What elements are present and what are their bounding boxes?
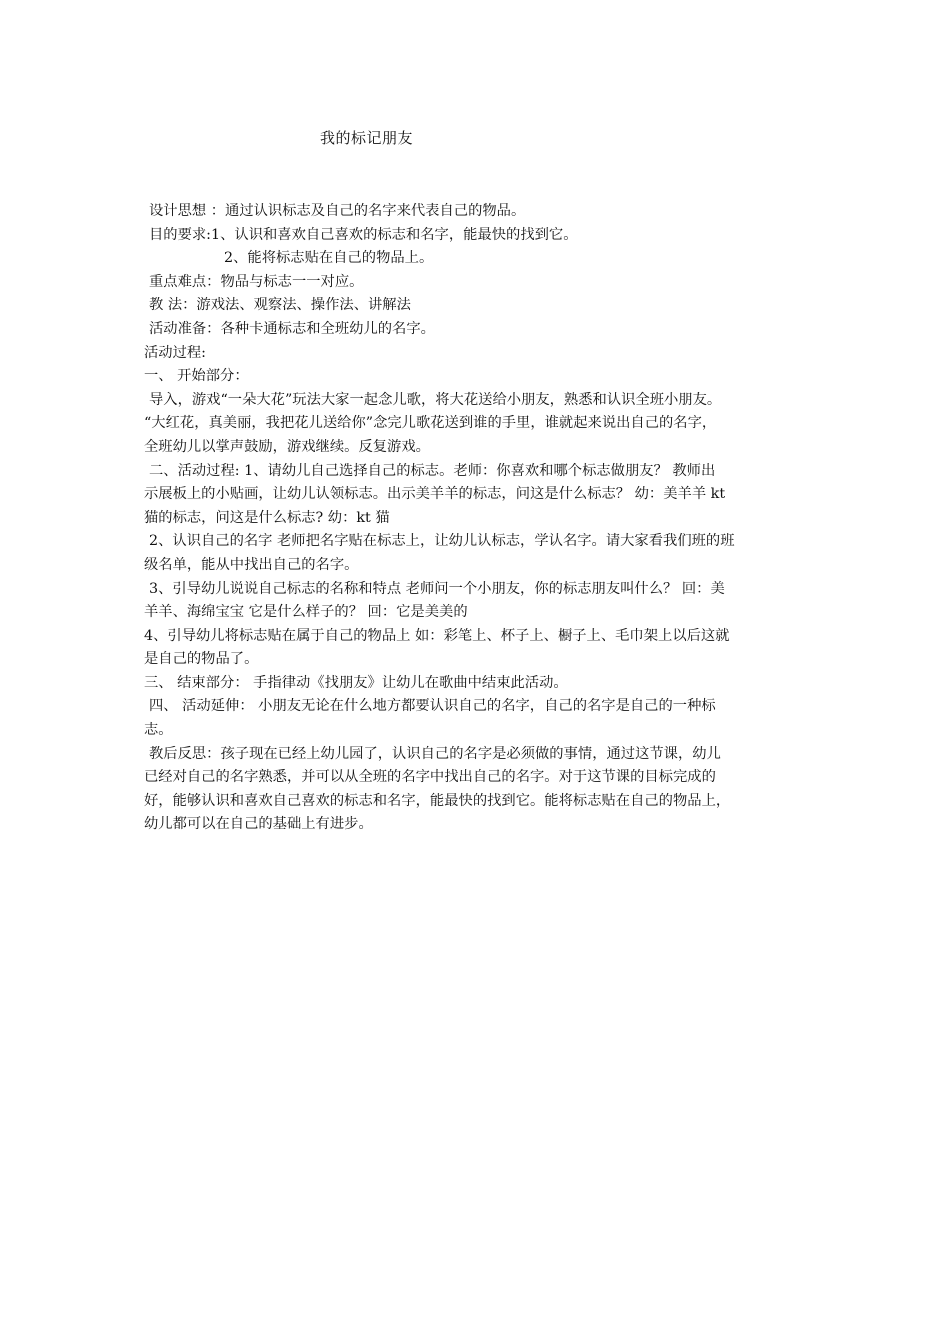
section-3-line: 三、 结束部分： 手指律动《找朋友》让幼儿在歌曲中结束此活动。 — [144, 674, 568, 691]
section-1-body-line-2: “大红花，真美丽，我把花儿送给你”念完儿歌花送到谁的手里，谁就起来说出自己的名字， — [144, 415, 717, 432]
step-3-line-2: 羊羊、海绵宝宝 它是什么样子的？ 回：它是美美的 — [144, 604, 468, 621]
section-2-line-1: 二、活动过程: 1、请幼儿自己选择自己的标志。老师：你喜欢和哪个标志做朋友？ 教师出 — [149, 462, 716, 479]
methods-line: 教 法：游戏法、观察法、操作法、讲解法 — [149, 297, 411, 314]
step-4-line-1: 4、引导幼儿将标志贴在属于自己的物品上 如：彩笔上、杯子上、橱子上、毛巾架上以后这就 — [144, 627, 730, 644]
step-2-line-2: 级名单，能从中找出自己的名字。 — [144, 556, 359, 573]
section-2-line-3: 猫的标志，问这是什么标志? 幼：kt 猫 — [144, 509, 390, 526]
section-2-line-2: 示展板上的小贴画，让幼儿认领标志。出示美羊羊的标志，问这是什么标志？ 幼：美羊羊 kt — [144, 486, 726, 503]
section-1-heading: 一、 开始部分： — [144, 368, 249, 385]
key-points-line: 重点难点：物品与标志一一对应。 — [149, 273, 364, 290]
step-2-line-1: 2、认识自己的名字 老师把名字贴在标志上，让幼儿认标志，学认名字。请大家看我们班的班 — [149, 533, 735, 550]
reflection-line-4: 幼儿都可以在自己的基础上有进步。 — [144, 816, 373, 833]
section-1-body-line-3: 全班幼儿以掌声鼓励，游戏继续。反复游戏。 — [144, 438, 430, 455]
process-heading: 活动过程: — [144, 344, 207, 361]
step-4-line-2: 是自己的物品了。 — [144, 651, 259, 668]
preparation-line: 活动准备：各种卡通标志和全班幼儿的名字。 — [149, 320, 435, 337]
section-1-body-line-1: 导入，游戏“一朵大花”玩法大家一起念儿歌，将大花送给小朋友，熟悉和认识全班小朋友。 — [149, 391, 722, 408]
section-4-line-1: 四、 活动延伸： 小朋友无论在什么地方都要认识自己的名字，自己的名字是自己的一种标 — [149, 698, 716, 715]
goal-1-line: 目的要求:1、认识和喜欢自己喜欢的标志和名字，能最快的找到它。 — [149, 226, 578, 243]
reflection-line-1: 教后反思：孩子现在已经上幼儿园了，认识自己的名字是必须做的事情，通过这节课，幼儿 — [149, 745, 721, 762]
reflection-line-3: 好，能够认识和喜欢自己喜欢的标志和名字，能最快的找到它。能将标志贴在自己的物品上， — [144, 792, 731, 809]
goal-2-line: 2、能将标志贴在自己的物品上。 — [224, 250, 434, 267]
design-idea-line: 设计思想 ：通过认识标志及自己的名字来代表自己的物品。 — [149, 203, 526, 219]
section-4-line-2: 志。 — [144, 722, 173, 739]
reflection-line-2: 已经对自己的名字熟悉，并可以从全班的名字中找出自己的名字。对于这节课的目标完成的 — [144, 769, 716, 786]
step-3-line-1: 3、引导幼儿说说自己标志的名称和特点 老师问一个小朋友，你的标志朋友叫什么？ 回：美 — [149, 580, 725, 597]
document-body — [144, 200, 814, 837]
document-title: 我的标记朋友 — [320, 129, 414, 147]
